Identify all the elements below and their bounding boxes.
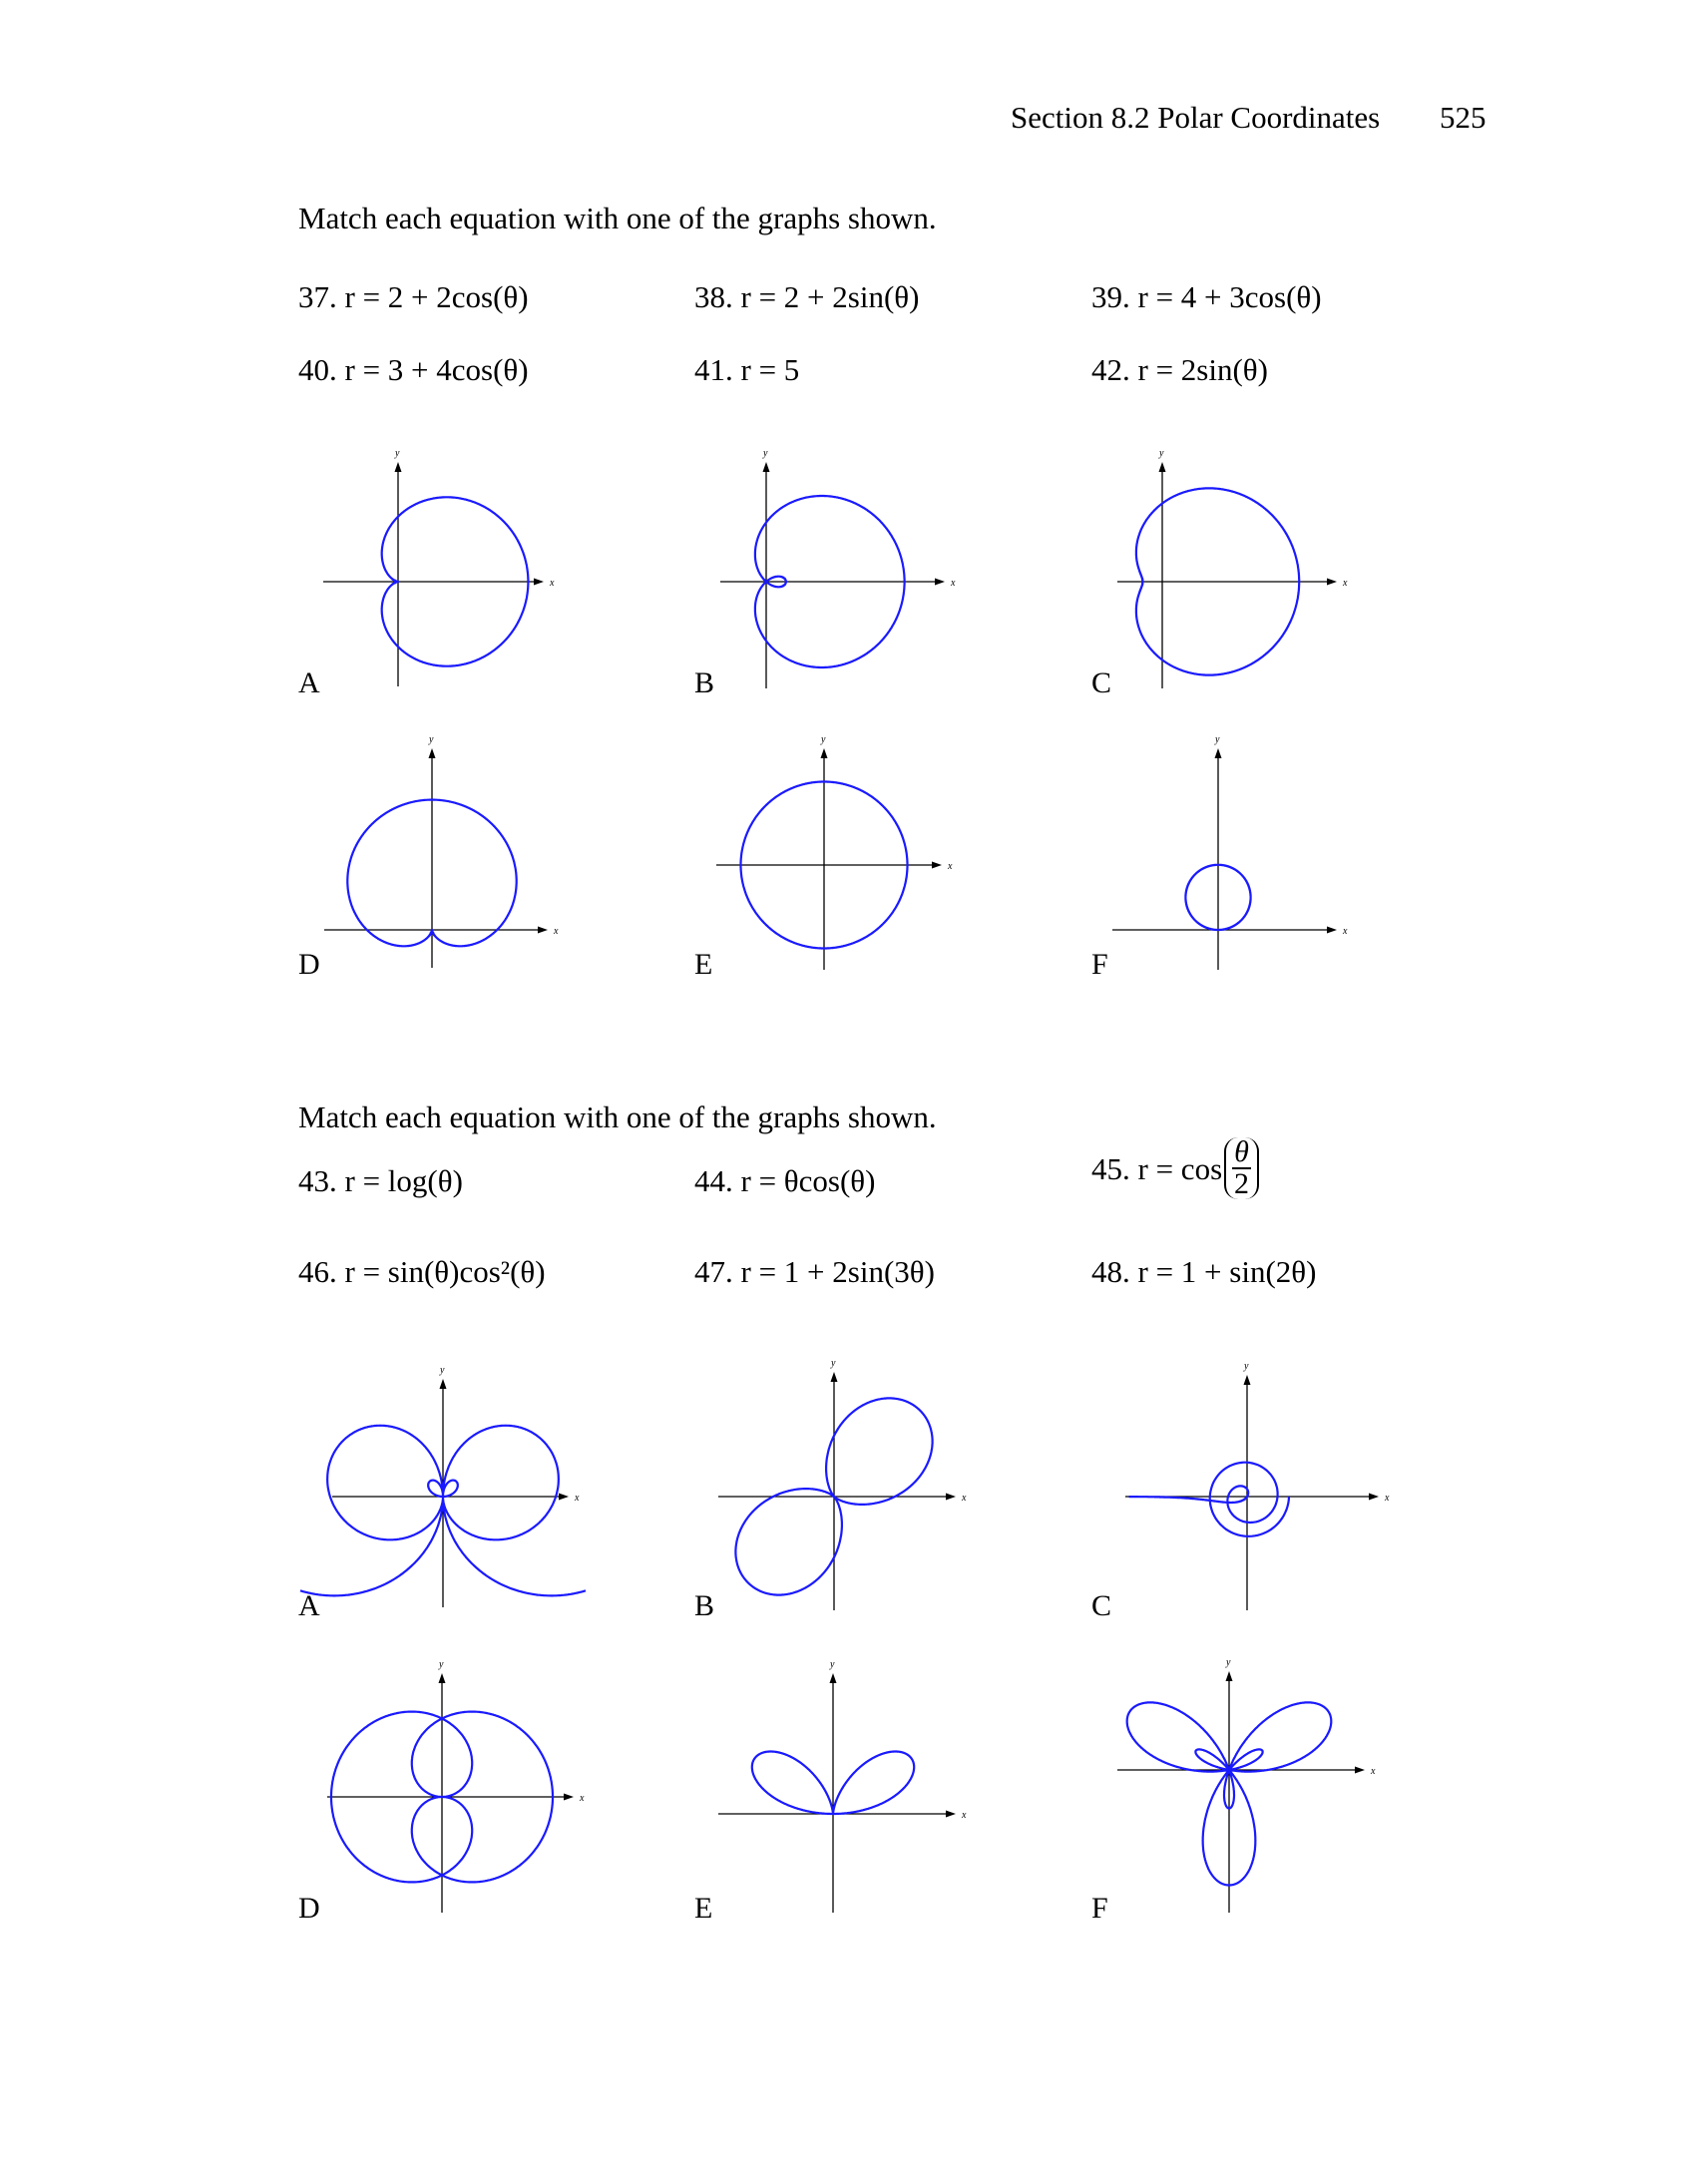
y-axis-arrow-icon <box>831 1372 838 1382</box>
x-axis-arrow-icon <box>1327 579 1337 586</box>
graph-label-1c: C <box>1091 666 1112 699</box>
x-axis-label: x <box>1371 1766 1376 1777</box>
polar-graph-1c <box>1117 448 1348 688</box>
equation: r = 5 <box>740 352 800 387</box>
problem-number: 37. <box>298 279 337 314</box>
y-axis-arrow-icon <box>763 462 770 472</box>
x-axis-label: x <box>1385 1493 1390 1504</box>
problem-number: 47. <box>694 1254 733 1289</box>
y-axis-label: y <box>821 734 826 745</box>
y-axis-label: y <box>763 448 768 459</box>
x-axis-label: x <box>962 1493 967 1504</box>
polar-graph-1d <box>324 734 559 968</box>
problem-number: 38. <box>694 279 733 314</box>
instruction-set1: Match each equation with one of the graphs shown. <box>298 201 937 235</box>
y-axis-label: y <box>439 1659 444 1670</box>
polar-graph-1e <box>716 734 953 970</box>
polar-graph-2b <box>718 1358 967 1610</box>
graph-label-1b: B <box>694 666 715 699</box>
page-number: 525 <box>1440 100 1486 135</box>
y-axis-arrow-icon <box>429 748 436 758</box>
graph-label-2e: E <box>694 1892 713 1925</box>
fraction-numerator: θ <box>1234 1135 1249 1168</box>
equation: r = cos <box>1137 1150 1223 1186</box>
x-axis-label: x <box>550 578 555 589</box>
graph-label-2d: D <box>298 1892 320 1925</box>
x-axis-label: x <box>575 1493 580 1504</box>
problem-number: 39. <box>1091 279 1130 314</box>
x-axis-label: x <box>948 861 953 872</box>
y-axis-arrow-icon <box>1215 748 1222 758</box>
x-axis-arrow-icon <box>559 1494 569 1501</box>
y-axis-arrow-icon <box>1226 1671 1233 1681</box>
graph-label-2c: C <box>1091 1589 1112 1622</box>
equation: r = 2 + 2cos(θ) <box>344 279 529 314</box>
instruction-set2: Match each equation with one of the graphs shown. <box>298 1099 937 1134</box>
equation: r = θcos(θ) <box>740 1163 876 1198</box>
problem-number: 43. <box>298 1163 337 1198</box>
x-axis-label: x <box>951 578 956 589</box>
polar-graph-2a <box>300 1365 586 1607</box>
x-axis-arrow-icon <box>946 1494 956 1501</box>
polar-graph-2c <box>1125 1361 1390 1610</box>
equation: r = 3 + 4cos(θ) <box>344 352 529 387</box>
y-axis-arrow-icon <box>1159 462 1166 472</box>
y-axis-label: y <box>1215 734 1220 745</box>
x-axis-label: x <box>554 926 559 937</box>
problem-number: 45. <box>1091 1150 1130 1186</box>
x-axis-label: x <box>962 1810 967 1821</box>
x-axis-arrow-icon <box>538 927 548 934</box>
y-axis-label: y <box>1244 1361 1249 1372</box>
y-axis-arrow-icon <box>1244 1375 1251 1385</box>
graph-label-1a: A <box>298 666 320 699</box>
y-axis-label: y <box>440 1365 445 1376</box>
fraction-denominator: 2 <box>1234 1167 1250 1200</box>
problem-number: 46. <box>298 1254 337 1289</box>
polar-graph-2e <box>718 1659 967 1913</box>
graph-label-2f: F <box>1091 1892 1108 1925</box>
problem-number: 40. <box>298 352 337 387</box>
polar-graph-1f <box>1112 734 1348 970</box>
equation: r = 4 + 3cos(θ) <box>1137 279 1322 314</box>
graph-label-1f: F <box>1091 948 1108 981</box>
x-axis-arrow-icon <box>534 579 544 586</box>
equation: r = sin(θ)cos²(θ) <box>344 1254 546 1289</box>
y-axis-label: y <box>1159 448 1164 459</box>
x-axis-arrow-icon <box>564 1794 574 1801</box>
problem-number: 41. <box>694 352 733 387</box>
x-axis-label: x <box>1343 926 1348 937</box>
x-axis-arrow-icon <box>946 1811 956 1818</box>
graph-label-1d: D <box>298 948 320 981</box>
y-axis-arrow-icon <box>395 462 402 472</box>
polar-curve <box>1129 1463 1289 1536</box>
y-axis-label: y <box>395 448 400 459</box>
graph-label-2b: B <box>694 1589 715 1622</box>
y-axis-arrow-icon <box>830 1673 837 1683</box>
graph-label-2a: A <box>298 1589 320 1622</box>
y-axis-label: y <box>429 734 434 745</box>
y-axis-label: y <box>831 1358 836 1369</box>
polar-graph-1b <box>720 448 956 688</box>
running-header: Section 8.2 Polar Coordinates <box>1011 100 1381 135</box>
equation: r = 2 + 2sin(θ) <box>740 279 920 314</box>
graph-label-1e: E <box>694 948 713 981</box>
y-axis-arrow-icon <box>440 1379 447 1389</box>
x-axis-arrow-icon <box>1327 927 1337 934</box>
polar-graph-2f <box>1117 1657 1376 1913</box>
x-axis-label: x <box>1343 578 1348 589</box>
x-axis-arrow-icon <box>932 862 942 869</box>
y-axis-arrow-icon <box>821 748 828 758</box>
equation: r = 1 + 2sin(3θ) <box>740 1254 935 1289</box>
equation: r = 1 + sin(2θ) <box>1137 1254 1317 1289</box>
y-axis-label: y <box>830 1659 835 1670</box>
x-axis-arrow-icon <box>1355 1767 1365 1774</box>
problem-number: 48. <box>1091 1254 1130 1289</box>
equation: r = 2sin(θ) <box>1137 352 1268 387</box>
problem-number: 42. <box>1091 352 1130 387</box>
equation: r = log(θ) <box>344 1163 463 1198</box>
problem-number: 44. <box>694 1163 733 1198</box>
x-axis-arrow-icon <box>935 579 945 586</box>
x-axis-arrow-icon <box>1369 1494 1379 1501</box>
polar-graph-2d <box>327 1659 585 1913</box>
x-axis-label: x <box>580 1793 585 1804</box>
y-axis-label: y <box>1226 1657 1231 1668</box>
y-axis-arrow-icon <box>439 1673 446 1683</box>
polar-graph-1a <box>323 448 555 686</box>
